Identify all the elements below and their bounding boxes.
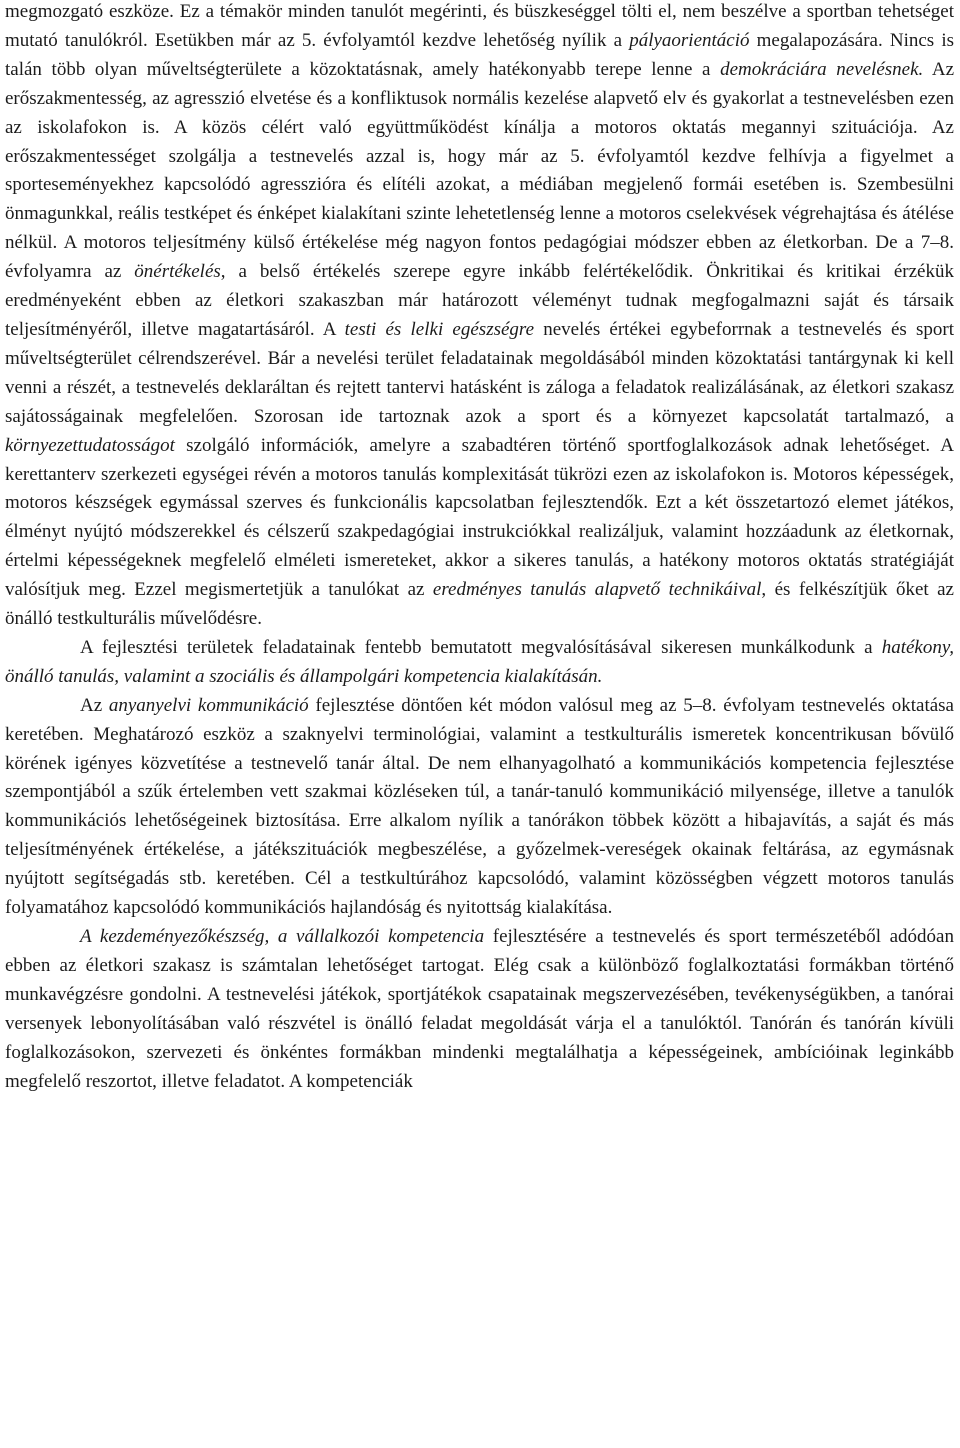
italic-text-span: önértékelés — [134, 261, 221, 283]
document-body — [5, 0, 954, 1096]
text-span: fejlesztésére a testnevelés és sport természetéből adódóan ebben az életkori szakasz is számtalan lehetőséget tartogat. Elég csak a különböző foglalkoztatási formákban történő munkavégzésre gondolni. A testnevelési játékok, sportjátékok csapatainak megszervezésében, tevékenységükben, a tanórai versenyek lebonyolításában való részvétel is önálló feladat megoldását várja el a tanulóktól. Tanórán és tanórán kívüli foglalkozásokon, szervezeti és önkéntes formákban mindenki megtalálhatja a képességeinek, ambícióinak leginkább megfelelő reszortot, illetve feladatot. A kompetenciák — [5, 926, 954, 1092]
italic-text-span: demokráciára nevelésnek. — [720, 58, 924, 80]
italic-text-span: hatékony, önálló tanulás, valamint a szociális és állampolgári kompetencia kialakításán. — [5, 636, 954, 687]
text-span: szolgáló információk, amelyre a szabadtéren történő sportfoglalkozások adnak lehetőséget. A kerettanterv szerkezeti egységei révén a motoros tanulás komplexitását tükrözi ezen az iskolafokon is. Motoros képességek, motoros készségek egymással szerves és funkcionális kapcsolatban fejlesztendők. Ezt a két összetartozó elemet játékos, élményt nyújtó módszerekkel és célszerű szakpedagógiai instrukciókkal realizáljuk, valamint hozzáadunk az életkornak, értelmi képességeknek megfelelő elméleti ismereteket, akkor a sikeres tanulás, a hatékony motoros oktatás stratégiáját valósítjuk meg. Ezzel megismertetjük a tanulókat az — [5, 434, 954, 601]
text-span: fejlesztése döntően két módon valósul meg az 5–8. évfolyam testnevelés oktatása keretében. Meghatározó eszköz a szaknyelvi terminológiai, valamint a testkulturális ismeretek koncentrikusan bővülő körének igényes közvetítése a testnevelő tanár által. De nem elhanyagolható a kommunikációs kompetencia fejlesztése szempontjából a szűk értelemben vett szakmai közléseken túl, a tanár-tanuló kommunikáció milyensége, illetve a tanulók kommunikációs lehetőségeinek biztosítása. Erre alkalom nyílik a tanórákon többek között a hibajavítás, a saját és más teljesítményének értékelése, a játékszituációk megbeszélése, a győzelmek-vereségek okainak feltárása, az egymásnak nyújtott segítségadás stb. keretében. Cél a testkultúrához kapcsolódó, valamint közösségben végzett motoros tanulás folyamatához kapcsolódó kommunikációs hajlandóság és nyitottság kialakítása. — [5, 694, 954, 919]
text-span: A fejlesztési területek feladatainak fentebb bemutatott megvalósításával sikeresen munkálkodunk a — [80, 636, 882, 658]
italic-text-span: környezettudatosságot — [5, 434, 175, 456]
italic-text-span: eredményes tanulás alapvető technikáival — [432, 579, 762, 601]
italic-text-span: A kezdeményezőkészség, a vállalkozói kompetencia — [80, 926, 485, 947]
paragraph — [5, 634, 954, 692]
text-span: , a belső értékelés szerepe egyre inkább felértékelődik. Önkritikai és kritikai érzékük eredményeként ebben az életkori szakaszban már határozott véleményt tudnak megfogalmazni saját és társaik teljesítményéről, illetve magatartásáról. A — [5, 261, 954, 340]
paragraph — [5, 0, 954, 634]
italic-text-span: pályaorientáció — [629, 29, 750, 51]
text-span: Az erőszakmentesség, az agresszió elvetése és a konfliktusok normális kezelése alapvető elv és gyakorlat a testnevelésben ezen az iskolafokon is. A közös célért való együttműködést kínálja a motoros oktatás megannyi szituációja. Az erőszakmentességet szolgálja a testnevelés azzal is, hogy már az 5. évfolyamtól kezdve felhívja a figyelmet a sporteseményekhez kapcsolódó agresszióra és elítéli azokat, a médiában megjelenő formái esetében is. Szembesülni önmagunkkal, reális testképet és énképet kialakítani szinte lehetetlenség lenne a motoros cselekvések végrehajtása és átélése nélkül. A motoros teljesítmény külső értékelése még nagyon fontos pedagógiai módszer ebben az életkorban. De a 7–8. évfolyamra az — [5, 58, 955, 283]
text-span: , és felkészítjük őket az önálló testkulturális művelődésre. — [5, 579, 954, 630]
paragraph — [5, 923, 954, 1096]
text-span: megmozgató eszköze. Ez a témakör minden tanulót megérinti, és büszkeséggel tölti el, nem beszélve a sportban tehetséget mutató tanulókról. Esetükben már az 5. évfolyamtól kezdve lehetőség nyílik a — [5, 1, 954, 51]
paragraph — [5, 692, 954, 923]
italic-text-span: testi és lelki egészségre — [344, 318, 535, 340]
text-span: nevelés értékei egybeforrnak a testnevelés és sport műveltségterület célrendszerével. Bár a nevelési terület feladatainak megoldásából minden közoktatási tantárgynak ki kell venni a részét, a testnevelés deklaráltan és rejtett tantervi hatásként is záloga a feladatok realizálásának, az életkori szakasz sajátosságainak megfelelően. Szorosan ide tartoznak azok a sport és a környezet kapcsolatát tartalmazó, a — [5, 318, 954, 427]
italic-text-span: anyanyelvi kommunikáció — [108, 694, 309, 716]
text-span: megalapozására. Nincs is talán több olyan műveltségterülete a közoktatásnak, amely hatékonyabb terepe lenne a — [5, 29, 955, 80]
text-span: Az — [80, 694, 109, 716]
